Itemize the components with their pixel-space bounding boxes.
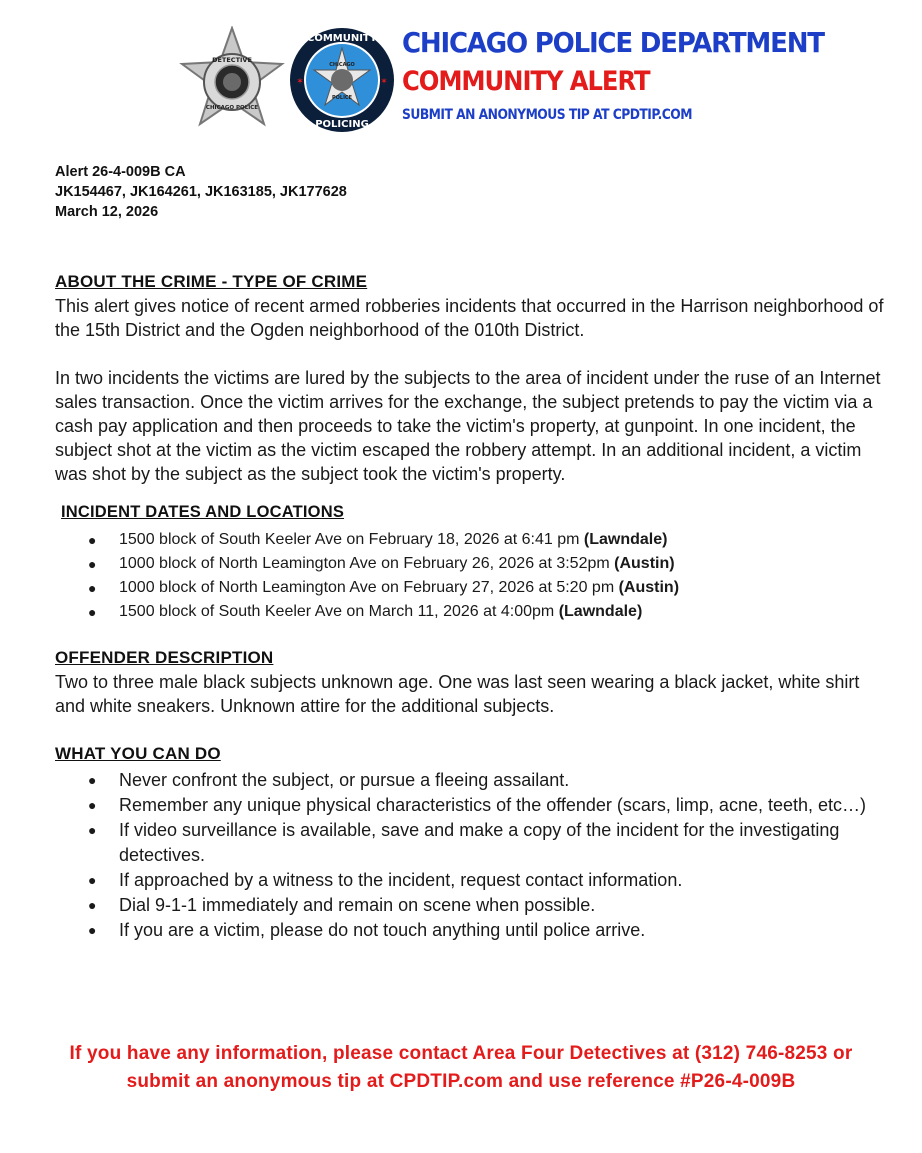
header-text [402, 24, 856, 126]
alert-title: COMMUNITY ALERT [402, 66, 650, 97]
list-item: ● 1000 block of North Leamington Ave on February 26, 2026 at 3:52pm (Austin) [88, 555, 675, 572]
about-paragraph-2: In two incidents the victims are lured by the subjects to the area of incident under the ruse of an Internet sales transaction. Once the victim arrives for the exchange, the subject pretends to pay the victim via a cash pay application and then proceeds to take the victim's property, at gunpoint. In one incident, the subject shot at the victim as the victim escaped the robbery attempt. In an additional incident, a victim was shot by the subject as the subject took the victim's property. [55, 368, 881, 484]
offender-description: Two to three male black subjects unknown age. One was last seen wearing a black jacket, white shirt and white sneakers. Unknown attire for the additional subjects. [55, 672, 860, 716]
detective-star-badge-icon [178, 26, 286, 132]
contact-footer: If you have any information, please contact Area Four Detectives at (312) 746-8253 or submit an anonymous tip at CPDTIP.com and use reference #P26-4-009B [69, 1043, 853, 1092]
department-name: CHICAGO POLICE DEPARTMENT [402, 26, 824, 59]
case-numbers: JK154467, JK164261, JK163185, JK177628 [55, 184, 347, 200]
about-paragraph-1: This alert gives notice of recent armed robberies incidents that occurred in the Harrison neighborhood of the 15th District and the Ogden neighborhood of the 010th District. [55, 296, 884, 340]
incidents-heading: INCIDENT DATES AND LOCATIONS [61, 503, 345, 521]
alert-body [55, 270, 885, 943]
about-heading: ABOUT THE CRIME - TYPE OF CRIME [55, 272, 368, 291]
svg-text:CHICAGO POLICE: CHICAGO POLICE [205, 105, 259, 111]
alert-header [0, 0, 922, 140]
community-policing-badge-icon [288, 26, 396, 134]
svg-text:POLICING: POLICING [315, 119, 369, 130]
incident-list [55, 528, 885, 624]
alert-meta [55, 162, 347, 222]
alert-date: March 12, 2026 [55, 204, 159, 220]
todo-list [55, 768, 885, 943]
svg-text:POLICE: POLICE [331, 95, 353, 101]
list-item: ● 1500 block of South Keeler Ave on March 11, 2026 at 4:00pm (Lawndale) [88, 603, 643, 620]
todo-heading: WHAT YOU CAN DO [55, 744, 221, 763]
alert-number: Alert 26-4-009B CA [55, 164, 186, 180]
tip-line: SUBMIT AN ANONYMOUS TIP AT CPDTIP.COM [402, 107, 692, 123]
list-item: ● Never confront the subject, or pursue a fleeing assailant. [88, 770, 570, 790]
list-item: ● Dial 9-1-1 immediately and remain on scene when possible. [88, 895, 596, 915]
svg-text:COMMUNITY: COMMUNITY [306, 33, 378, 44]
list-item: ● 1500 block of South Keeler Ave on February 18, 2026 at 6:41 pm (Lawndale) [88, 531, 668, 548]
list-item: ● 1000 block of North Leamington Ave on February 27, 2026 at 5:20 pm (Austin) [88, 579, 680, 596]
svg-text:✶: ✶ [380, 76, 388, 86]
list-item: ● Remember any unique physical characteristics of the offender (scars, limp, acne, teeth, etc…) [88, 795, 867, 815]
svg-text:DETECTIVE: DETECTIVE [212, 56, 252, 64]
list-item: ● If approached by a witness to the incident, request contact information. [88, 870, 683, 890]
svg-text:CHICAGO: CHICAGO [329, 62, 355, 68]
list-item: ● If video surveillance is available, save and make a copy of the incident for the investigating detectives. [88, 820, 840, 865]
offender-heading: OFFENDER DESCRIPTION [55, 648, 274, 667]
svg-text:✶: ✶ [296, 76, 304, 86]
list-item: ● If you are a victim, please do not touch anything until police arrive. [88, 920, 646, 940]
